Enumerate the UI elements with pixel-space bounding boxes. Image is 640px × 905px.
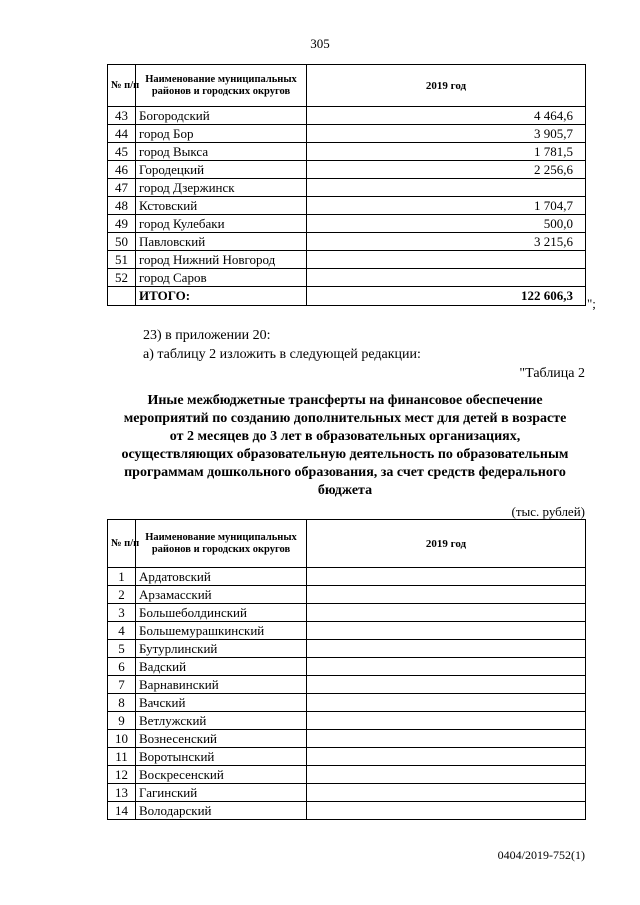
table-row: [108, 676, 586, 694]
row-number: 12: [108, 766, 136, 784]
row-number: 6: [108, 658, 136, 676]
row-name: Богородский: [136, 107, 307, 125]
row-name: Большемурашкинский: [136, 622, 307, 640]
row-name: Арзамасский: [136, 586, 307, 604]
row-value: [307, 748, 586, 766]
row-number: 3: [108, 604, 136, 622]
row-name: Гагинский: [136, 784, 307, 802]
table-row: [108, 125, 586, 143]
row-name: город Дзержинск: [136, 179, 307, 197]
table-row: [108, 568, 586, 586]
table-row: [108, 730, 586, 748]
header-name: Наименование муниципальных районов и городских округов: [136, 65, 307, 107]
row-value: [307, 658, 586, 676]
table-row: [108, 694, 586, 712]
table-row: [108, 107, 586, 125]
row-number: 10: [108, 730, 136, 748]
table-row: [108, 161, 586, 179]
row-number: 7: [108, 676, 136, 694]
row-number: 49: [108, 215, 136, 233]
row-number: 45: [108, 143, 136, 161]
row-name: город Выкса: [136, 143, 307, 161]
header-num: № п/п: [108, 65, 136, 107]
municipal-transfers-table: [107, 519, 586, 820]
row-name: Ардатовский: [136, 568, 307, 586]
row-number: 46: [108, 161, 136, 179]
row-number: 5: [108, 640, 136, 658]
table-row: [108, 622, 586, 640]
row-name: Володарский: [136, 802, 307, 820]
heading-line: осуществляющих образовательную деятельность по образовательным: [121, 447, 569, 462]
row-value: [307, 622, 586, 640]
heading-line: мероприятий по созданию дополнительных мест для детей в возрасте: [123, 411, 567, 426]
row-number: 50: [108, 233, 136, 251]
heading-line: от 2 месяцев до 3 лет в образовательных организациях,: [169, 429, 521, 444]
table-row: [108, 197, 586, 215]
row-number: 8: [108, 694, 136, 712]
header-name: Наименование муниципальных районов и городских округов: [136, 520, 307, 568]
total-row: [108, 287, 586, 306]
row-name: Городецкий: [136, 161, 307, 179]
total-value: 122 606,3: [307, 287, 586, 306]
row-name: Варнавинский: [136, 676, 307, 694]
table-row: [108, 143, 586, 161]
row-value: 2 256,6: [307, 161, 586, 179]
row-number: 13: [108, 784, 136, 802]
row-name: город Нижний Новгород: [136, 251, 307, 269]
heading-line: Иные межбюджетные трансферты на финансовое обеспечение: [147, 393, 543, 408]
row-number: 14: [108, 802, 136, 820]
row-value: [307, 269, 586, 287]
row-name: город Кулебаки: [136, 215, 307, 233]
table-row: [108, 640, 586, 658]
row-number: 51: [108, 251, 136, 269]
row-name: Кстовский: [136, 197, 307, 215]
table-row: [108, 766, 586, 784]
row-number: 52: [108, 269, 136, 287]
heading-line: программам дошкольного образования, за счет средств федерального: [124, 465, 566, 480]
row-number: 1: [108, 568, 136, 586]
row-value: 4 464,6: [307, 107, 586, 125]
table-row: [108, 784, 586, 802]
row-value: [307, 766, 586, 784]
row-name: Вознесенский: [136, 730, 307, 748]
row-number: 43: [108, 107, 136, 125]
row-value: [307, 730, 586, 748]
row-number: 48: [108, 197, 136, 215]
table-row: [108, 233, 586, 251]
row-value: [307, 640, 586, 658]
table-row: [108, 712, 586, 730]
row-value: 1 704,7: [307, 197, 586, 215]
row-name: город Бор: [136, 125, 307, 143]
row-value: [307, 251, 586, 269]
row-value: [307, 586, 586, 604]
row-name: Вадский: [136, 658, 307, 676]
row-value: [307, 568, 586, 586]
row-number: 47: [108, 179, 136, 197]
row-number: 9: [108, 712, 136, 730]
row-name: Воротынский: [136, 748, 307, 766]
header-year: 2019 год: [307, 520, 586, 568]
header-year: 2019 год: [307, 65, 586, 107]
table-label: "Таблица 2: [519, 366, 585, 381]
item-23: 23) в приложении 20:: [143, 328, 271, 343]
row-name: Ветлужский: [136, 712, 307, 730]
closing-quote-mark: ";: [587, 296, 596, 311]
row-value: [307, 676, 586, 694]
table-row: [108, 802, 586, 820]
table-row: [108, 586, 586, 604]
total-num-cell: [108, 287, 136, 306]
table-row: [108, 658, 586, 676]
row-number: 4: [108, 622, 136, 640]
row-number: 44: [108, 125, 136, 143]
row-value: 3 905,7: [307, 125, 586, 143]
row-number: 11: [108, 748, 136, 766]
heading-line: бюджета: [317, 483, 373, 498]
table-row: [108, 748, 586, 766]
header-num: № п/п: [108, 520, 136, 568]
total-label: ИТОГО:: [136, 287, 307, 306]
row-value: [307, 802, 586, 820]
row-name: Бутурлинский: [136, 640, 307, 658]
row-value: [307, 604, 586, 622]
row-name: Вачский: [136, 694, 307, 712]
row-name: Воскресенский: [136, 766, 307, 784]
item-a: а) таблицу 2 изложить в следующей редакции:: [143, 347, 421, 362]
row-value: [307, 179, 586, 197]
table-row: [108, 251, 586, 269]
units-label: (тыс. рублей): [511, 504, 585, 519]
row-value: 1 781,5: [307, 143, 586, 161]
row-number: 2: [108, 586, 136, 604]
row-value: [307, 712, 586, 730]
row-value: [307, 784, 586, 802]
table-row: [108, 215, 586, 233]
row-name: Большеболдинский: [136, 604, 307, 622]
municipal-transfers-table-continued: [107, 64, 586, 306]
row-value: 3 215,6: [307, 233, 586, 251]
table-row: [108, 269, 586, 287]
row-name: Павловский: [136, 233, 307, 251]
row-value: 500,0: [307, 215, 586, 233]
page-number: 305: [310, 36, 330, 51]
table-heading: [100, 392, 590, 500]
row-value: [307, 694, 586, 712]
table-row: [108, 604, 586, 622]
row-name: город Саров: [136, 269, 307, 287]
document-code: 0404/2019-752(1): [497, 848, 585, 862]
table-row: [108, 179, 586, 197]
